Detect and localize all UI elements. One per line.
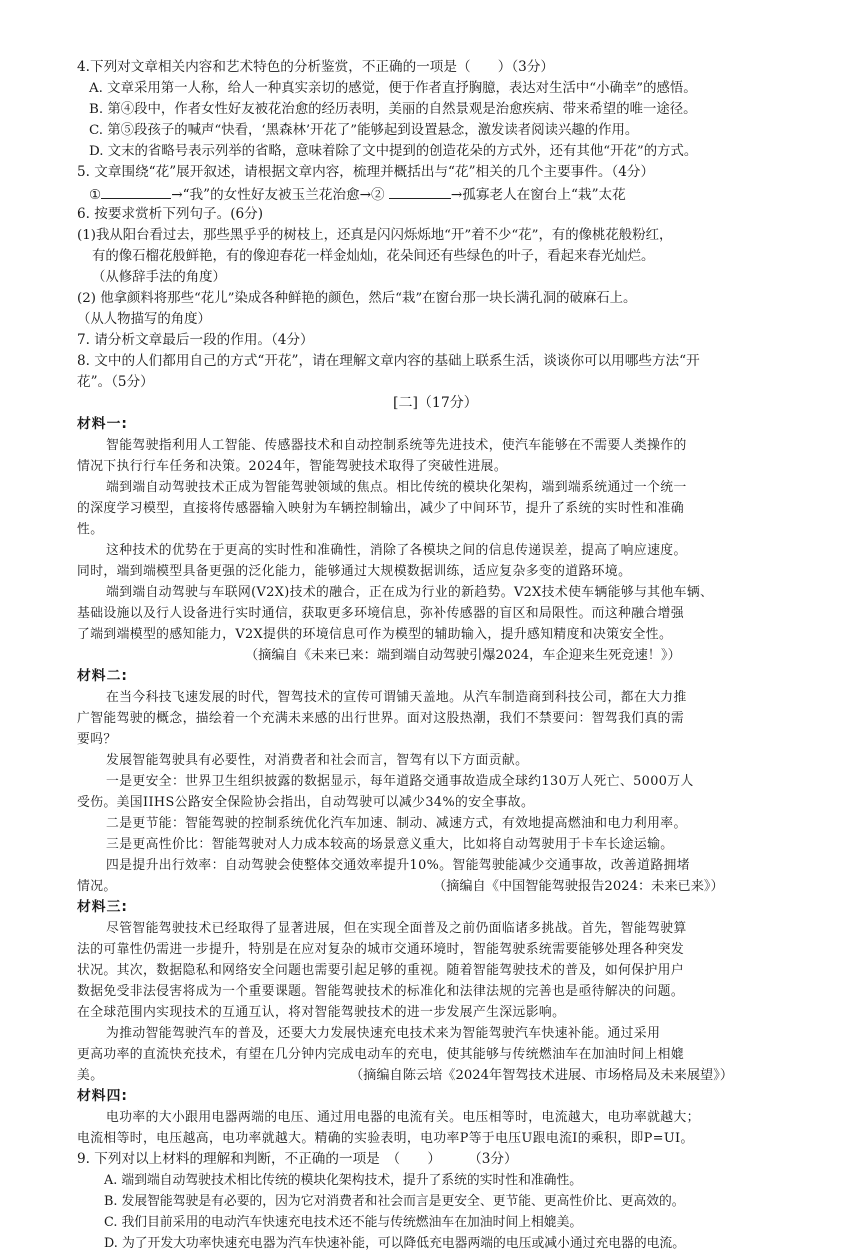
section-title: [二]（17分） (393, 395, 478, 411)
material-2-line: 在当今科技飞速发展的时代，智驾技术的宣传可谓铺天盖地。从汽车制造商到科技公司，都在大力推 (106, 690, 687, 705)
material-3-line: 美。 (77, 1068, 104, 1083)
material-2-line: 要吗？ (77, 732, 117, 747)
material-2-line: 受伤。美国IIHS公路安全保险协会指出，自动驾驶可以减少34%的安全事故。 (77, 795, 535, 810)
q9-stem: 9. 下列对以上材料的理解和判断，不正确的一项是 （ ） （3分） (77, 1151, 518, 1167)
material-4-label: 材料四: (77, 1088, 128, 1104)
material-2-line: 一是更安全：世界卫生组织披露的数据显示，每年道路交通事故造成全球约130万人死亡、5000万人 (106, 774, 694, 789)
material-2-line: 情况。 (77, 879, 117, 894)
material-3-line: 数据免受非法侵害将成为一个重要课题。智能驾驶技术的标准化和法律法规的完善也是亟待解决的问题。 (77, 984, 685, 999)
q9-option-c: C. 我们目前采用的电动汽车快速充电技术还不能与传统燃油车在加油时间上相媲美。 (104, 1215, 583, 1230)
q4-option-b: B. 第④段中，作者女性好友被花治愈的经历表明，美丽的自然景观是治愈疾病、带来希望的唯一途径。 (89, 102, 697, 117)
material-1-line: 智能驾驶指利用人工智能、传感器技术和自动控制系统等先进技术，使汽车能够在不需要人类操作的 (106, 438, 687, 453)
q6-hint-1: （从修辞手法的角度） (92, 270, 226, 285)
material-1-line: 的深度学习模型，直接将传感器输入映射为车辆控制输出，减少了中间环节，提升了系统的实时性和准确 (77, 501, 685, 516)
q7-stem: 7. 请分析文章最后一段的作用。（4分） (77, 332, 314, 348)
material-1-line: 这种技术的优势在于更高的实时性和准确性，消除了各模块之间的信息传递误差，提高了响应速度。 (106, 543, 687, 558)
material-1-source: （摘编自《未来已来：端到端自动驾驶引爆2024，车企迎来生死竞速！》） (245, 648, 681, 663)
q9-option-b: B. 发展智能驾驶是有必要的，因为它对消费者和社会而言是更安全、更节能、更高性价比、更高效的。 (104, 1194, 685, 1209)
material-4-line: 电功率的大小跟用电器两端的电压、通过用电器的电流有关。电压相等时，电流越大，电功率就越大； (106, 1110, 700, 1125)
q8-stem: 8. 文中的人们都用自己的方式“开花”，请在理解文章内容的基础上联系生活，谈谈你可以用哪些方法“开 (77, 353, 700, 369)
material-3-line: 法的可靠性仍需进一步提升，特别是在应对复杂的城市交通环境时，智能驾驶系统需要能够处理各种突发 (77, 942, 685, 957)
q5-mark-1: ① (89, 187, 102, 203)
material-4-line: 电流相等时，电压越高，电功率就越大。精确的实验表明，电功率P等于电压U跟电流I的乘积，即P=UI。 (77, 1131, 694, 1146)
material-2-line: 发展智能驾驶具有必要性，对消费者和社会而言，智驾有以下方面贡献。 (106, 753, 529, 768)
material-1-line: 端到端自动驾驶技术正成为智能驾驶领域的焦点。相比传统的模块化架构，端到端系统通过一个统一 (106, 480, 687, 495)
material-3-line: 尽管智能驾驶技术已经取得了显著进展，但在实现全面普及之前仍面临诸多挑战。首先，智能驾驶算 (106, 921, 687, 936)
q5-chain (89, 184, 626, 205)
material-2-line: 二是更节能：智能驾驶的控制系统优化汽车加速、制动、减速方式，有效地提高燃油和电力利用率。 (106, 816, 687, 831)
q5-chain-mid: →“我”的女性好友被玉兰花治愈→② (171, 187, 385, 203)
material-1-line: 端到端自动驾驶与车联网(V2X)技术的融合，正在成为行业的新趋势。V2X技术使车辆能够与其他车辆、 (106, 585, 714, 600)
q6-hint-2: （从人物描写的角度） (77, 312, 211, 327)
q4-stem: 4.下列对文章相关内容和艺术特色的分析鉴赏，不正确的一项是（ ）（3分） (77, 59, 555, 75)
q4-option-c: C. 第⑤段孩子的喊声“快看，‘黑森林’开花了”能够起到设置悬念，激发读者阅读兴趣的作用。 (89, 123, 639, 138)
material-3-line: 状况。其次，数据隐私和网络安全问题也需要引起足够的重视。随着智能驾驶技术的普及，如何保护用户 (77, 963, 685, 978)
material-3-source: （摘编自陈云培《2024年智驾技术进展、市场格局及未来展望》） (350, 1068, 734, 1083)
material-1-line: 同时，端到端模型具备更强的泛化能力，能够通过大规模数据训练，适应复杂多变的道路环境。 (77, 564, 632, 579)
q5-chain-end: →孤寡老人在窗台上“栽”太花 (450, 187, 626, 203)
q6-sentence-1-cont: 有的像石榴花般鲜艳，有的像迎春花一样金灿灿，花朵间还有些绿色的叶子，看起来春光灿烂。 (92, 249, 655, 264)
material-1-line: 基础设施以及行人设备进行实时通信，获取更多环境信息，弥补传感器的盲区和局限性。而这种融合增强 (77, 606, 685, 621)
material-3-line: 在全球范围内实现技术的互通互认，将对智能驾驶技术的进一步发展产生深远影响。 (77, 1005, 566, 1020)
q6-stem: 6. 按要求赏析下列句子。(6分) (77, 206, 264, 222)
material-3-line: 为推动智能驾驶汽车的普及，还要大力发展快速充电技术来为智能驾驶汽车快速补能。通过采用 (106, 1026, 661, 1041)
material-1-label: 材料一: (77, 416, 128, 432)
material-1-line: 了端到端模型的感知能力，V2X提供的环境信息可作为模型的辅助输入，提升感知精度和决策安全性。 (77, 627, 673, 642)
q5-stem: 5. 文章围绕“花”展开叙述，请根据文章内容，梳理并概括出与“花”相关的几个主要事件。（4分） (77, 164, 655, 180)
material-3-label: 材料三: (77, 899, 128, 915)
material-2-line: 三是更高性价比：智能驾驶对人力成本较高的场景意义重大，比如将自动驾驶用于卡车长途运输。 (106, 837, 674, 852)
q5-blank-2[interactable] (389, 184, 451, 199)
q5-blank-1[interactable] (101, 184, 171, 199)
material-2-line: 四是提升出行效率：自动驾驶会使整体交通效率提升10%。智能驾驶能减少交通事故，改善道路拥堵 (106, 858, 690, 873)
material-2-line: 广智能驾驶的概念，描绘着一个充满未来感的出行世界。面对这股热潮，我们不禁要问：智驾我们真的需 (77, 711, 685, 726)
q6-sentence-1: (1)我从阳台看过去，那些黑乎乎的树枝上，还真是闪闪烁烁地“开”着不少“花”，有的像桃花般粉红， (77, 228, 673, 243)
q4-option-d: D. 文末的省略号表示列举的省略，意味着除了文中提到的创造花朵的方式外，还有其他“开花”的方式。 (89, 144, 698, 159)
material-1-line: 情况下执行行车任务和决策。2024年，智能驾驶技术取得了突破性进展。 (77, 459, 508, 474)
q6-sentence-2: (2) 他拿颜料将那些“花儿”染成各种鲜艳的颜色，然后“栽”在窗台那一块长满孔洞的破麻石上。 (77, 291, 637, 306)
q9-option-d: D. 为了开发大功率快速充电器为汽车快速补能，可以降低充电器两端的电压或减小通过充电器的电流。 (104, 1236, 686, 1251)
material-2-source: （摘编自《中国智能驾驶报告2024：未来已来》） (433, 879, 724, 894)
material-3-line: 更高功率的直流快充技术，有望在几分钟内完成电动车的充电，使其能够与传统燃油车在加油时间上相媲 (77, 1047, 685, 1062)
q8-stem-cont: 花”。（5分） (77, 374, 154, 390)
q4-option-a: A. 文章采用第一人称，给人一种真实亲切的感觉，便于作者直抒胸臆，表达对生活中“小确幸”的感悟。 (89, 81, 697, 96)
material-1-line: 性。 (77, 522, 104, 537)
material-2-label: 材料二: (77, 668, 128, 684)
q9-option-a: A. 端到端自动驾驶技术相比传统的模块化架构技术，提升了系统的实时性和准确性。 (104, 1173, 583, 1188)
